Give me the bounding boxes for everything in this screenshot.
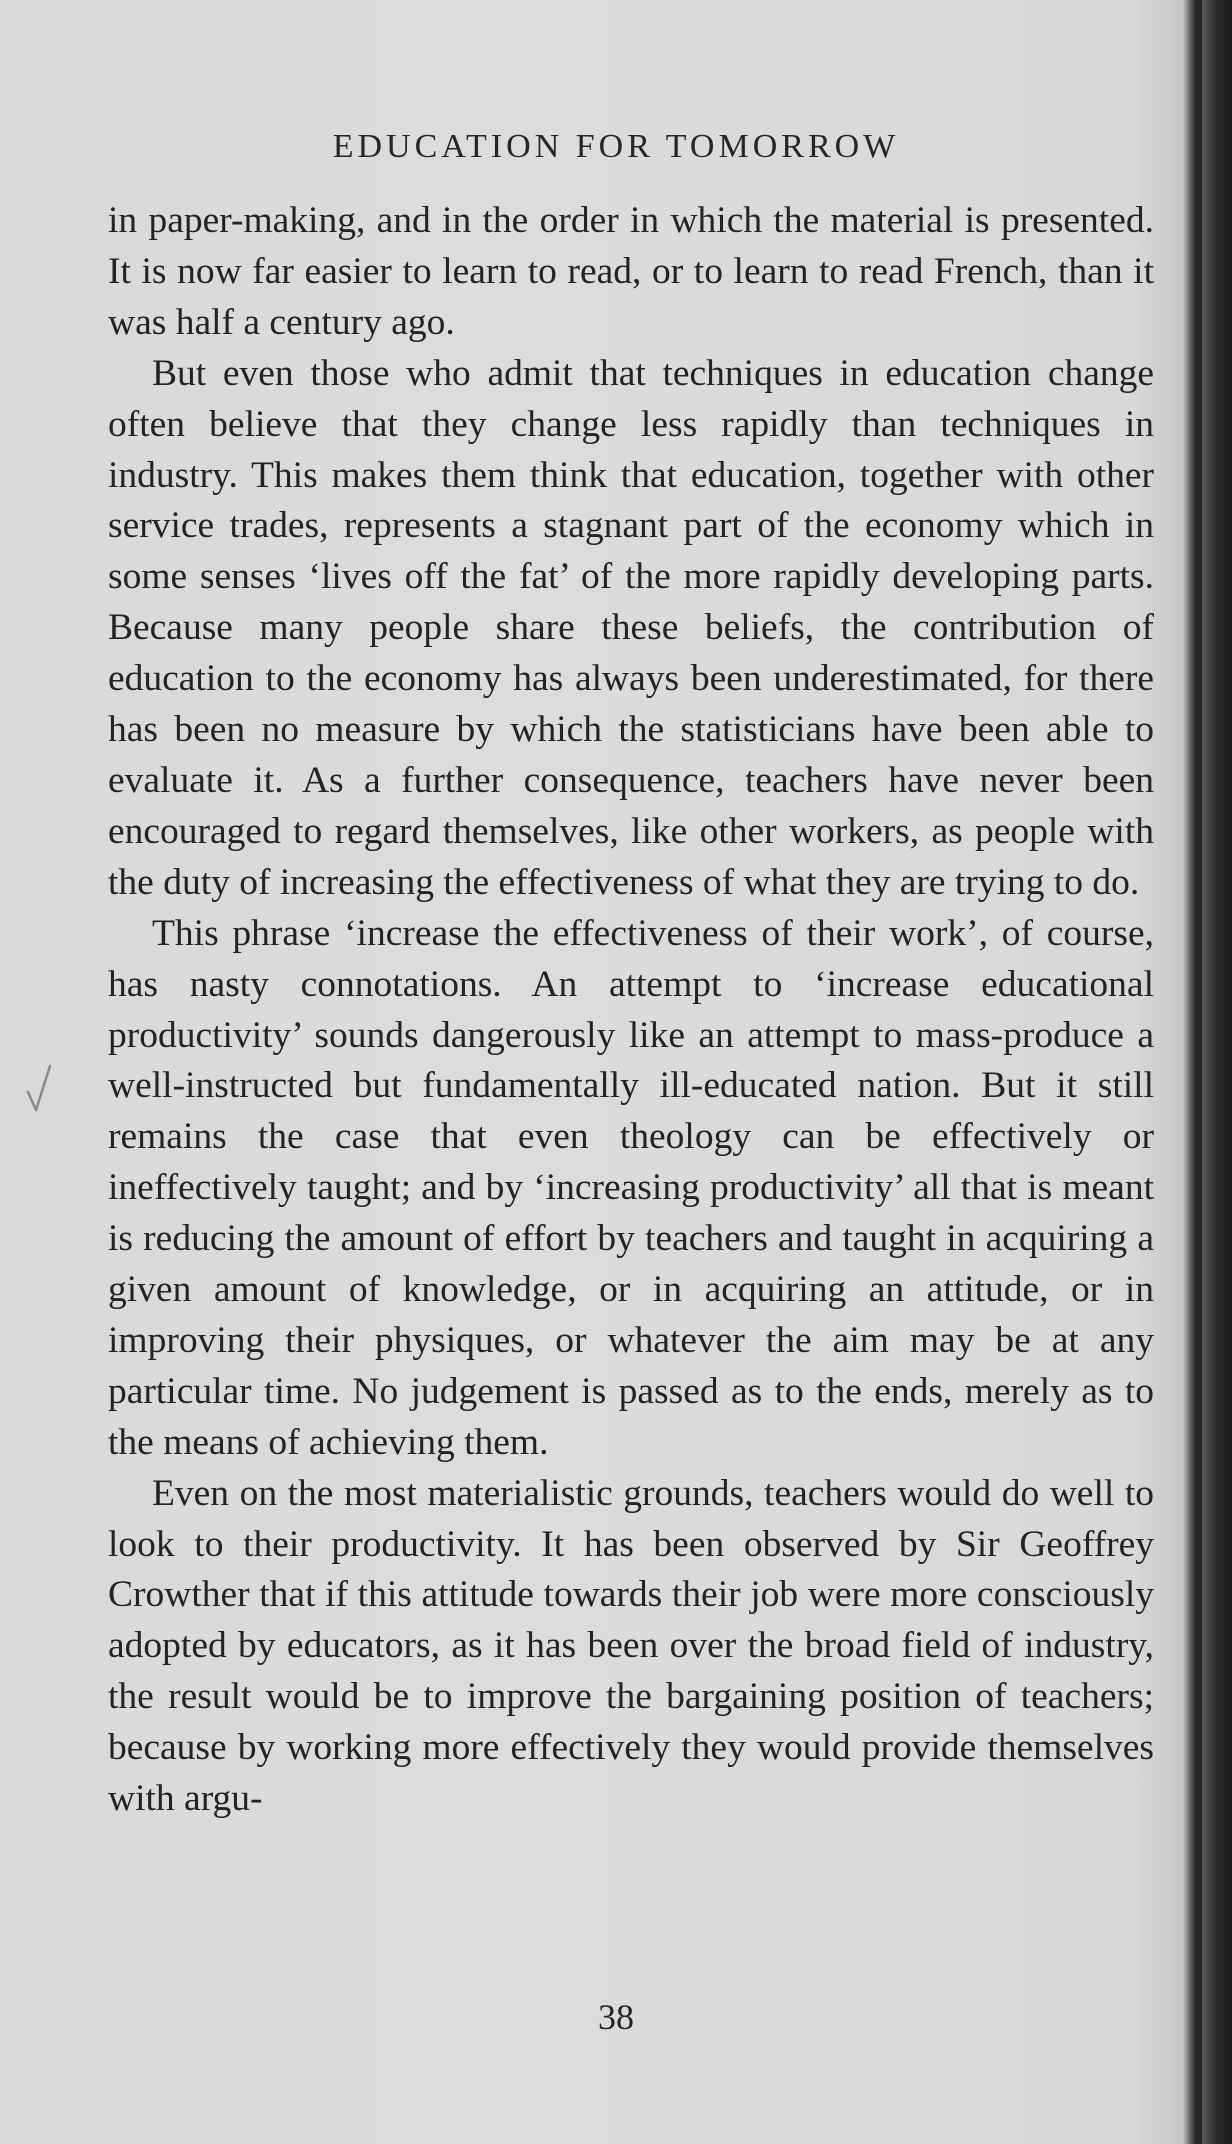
- check-mark-icon: [24, 1060, 54, 1116]
- paragraph-continued: in paper-making, and in the order in which the material is presented. It is now far easier to learn to read, or to learn to read French, than it was half a century ago.: [108, 200, 1154, 343]
- book-gutter-shadow: [1202, 0, 1232, 2144]
- paragraph: This phrase ‘increase the effectiveness of their work’, of course, has nasty connotations. An attempt to ‘increase educational productivity’ sounds dangerously like an attempt to mass-produce a well-instructed but fundamentally ill-educated nation. But it still remains the case that even theology can be effectively or ineffectively taught; and by ‘increasing productivity’ all that is meant is reducing the amount of effort by teachers and taught in acquiring a given amount of knowledge, or in acquiring an attitude, or in improving their physiques, or whatever the aim may be at any particular time. No judgement is passed as to the ends, merely as to the means of achieving them.: [108, 912, 1154, 1463]
- paragraph: Even on the most materialistic grounds, teachers would do well to look to their productivity. It has been observed by Sir Geoffrey Crowther that if this attitude towards their job were more consciously adopted by educators, as it has been over the broad field of industry, the result would be to improve the bargaining position of teachers; because by working more effectively they would provide themselves with argu-: [108, 1472, 1154, 1820]
- paragraph: But even those who admit that techniques in education change often believe that they change less rapidly than techniques in industry. This makes them think that education, together with other service trades, represents a stagnant part of the economy which in some senses ‘lives off the fat’ of the more rapidly developing parts. Because many people share these beliefs, the contribution of education to the economy has always been underestimated, for there has been no measure by which the statisticians have been able to evaluate it. As a further consequence, teachers have never been encouraged to regard themselves, like other workers, as people with the duty of increasing the effectiveness of what they are trying to do.: [108, 352, 1154, 903]
- body-text: [108, 196, 1154, 1825]
- running-head: EDUCATION FOR TOMORROW: [332, 128, 900, 165]
- page-number: 38: [598, 1997, 634, 2037]
